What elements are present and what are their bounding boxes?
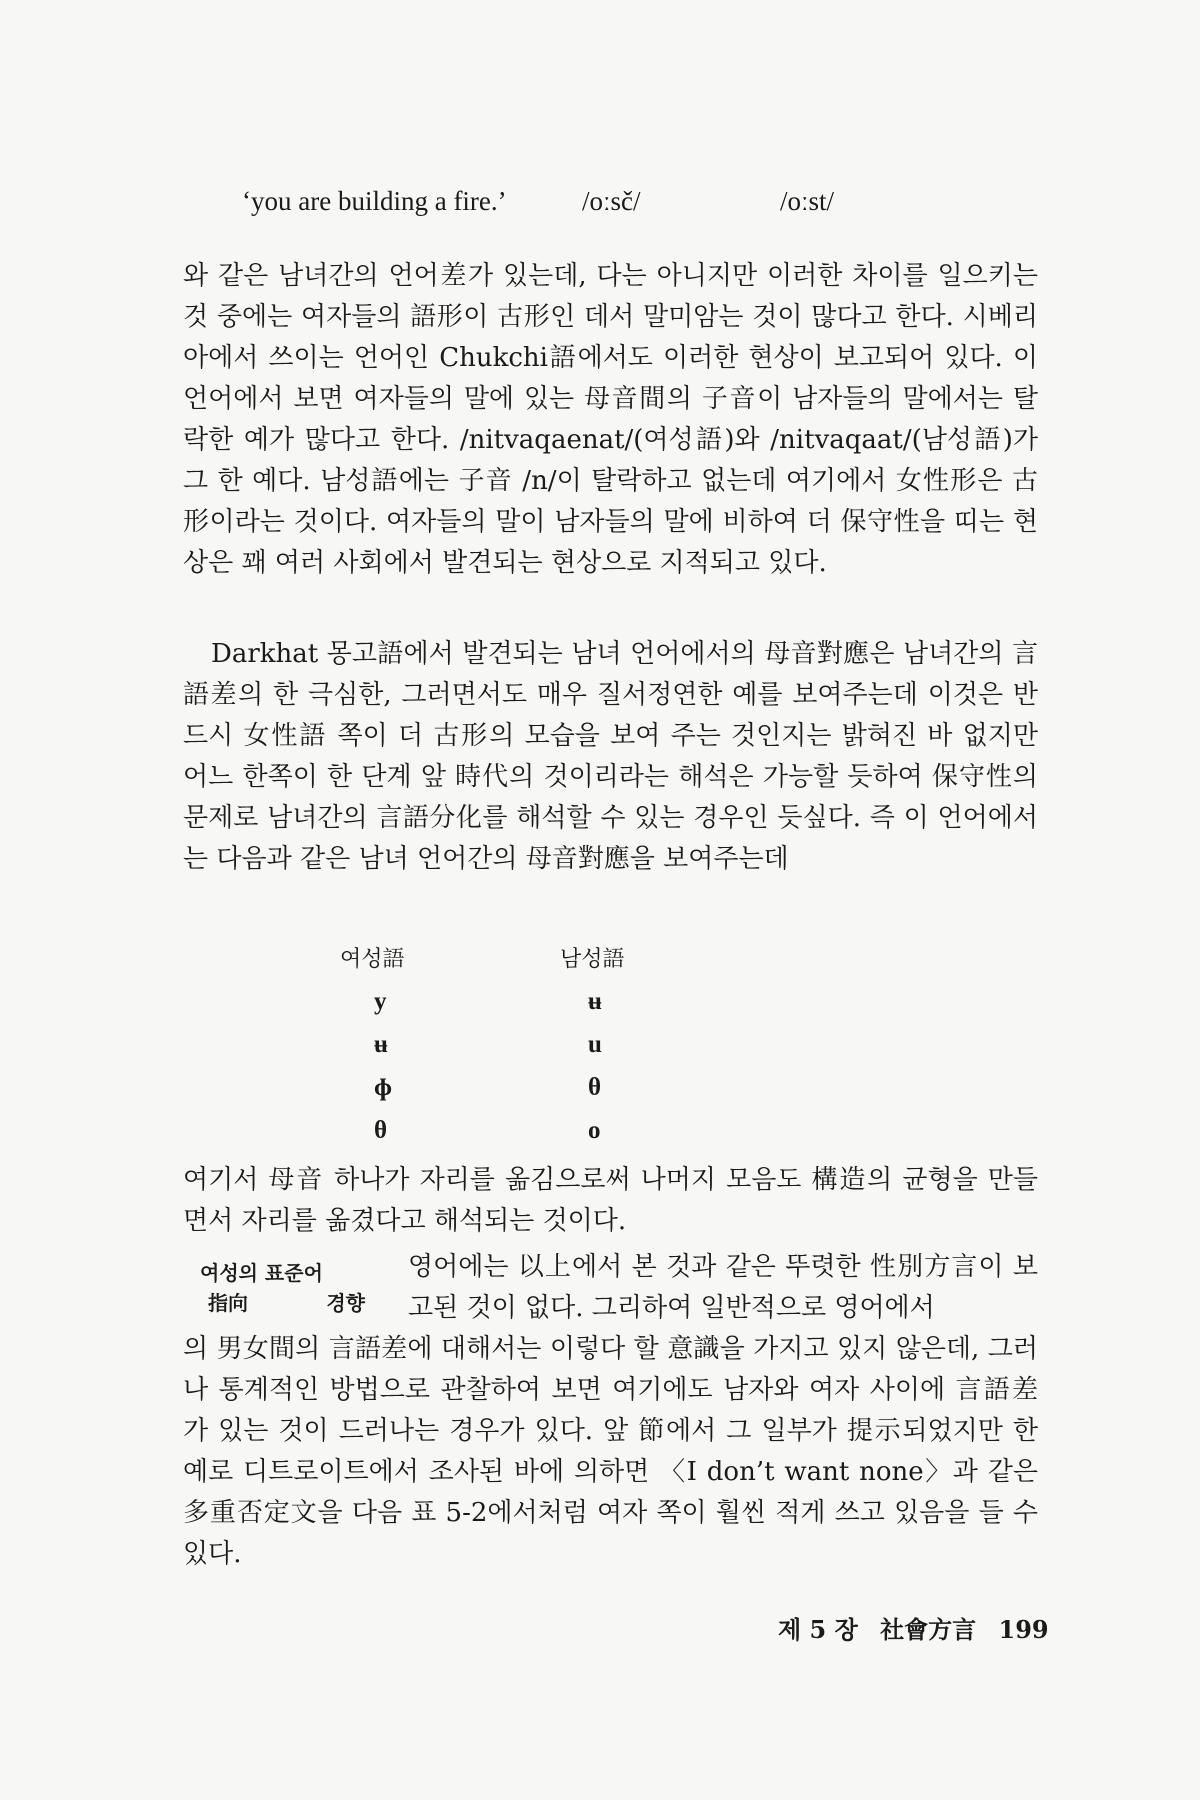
table-header-female: 여성語 <box>340 947 405 972</box>
table-cell-male: ʉ <box>588 988 602 1015</box>
table-row <box>340 1074 670 1114</box>
table-row <box>340 1031 670 1071</box>
example-gloss: ‘you are building a fire.’ <box>242 186 507 216</box>
table-cell-male: o <box>588 1117 601 1144</box>
paragraph-3: 여기서 母音 하나가 자리를 옮김으로써 나머지 모음도 構造의 균형을 만들면서 자리를 옮겼다고 해석되는 것이다. <box>183 1165 1038 1236</box>
side-heading-line1: 여성의 표준어 <box>200 1261 323 1285</box>
side-heading-line2-left: 指向 <box>208 1291 248 1315</box>
table-cell-male: u <box>588 1031 602 1058</box>
table-header-male: 남성語 <box>560 947 625 972</box>
table-row <box>340 1117 670 1157</box>
table-cell-male: θ <box>588 1074 602 1101</box>
page-number: 199 <box>998 1615 1049 1644</box>
table-cell-female: ʉ <box>374 1031 388 1058</box>
side-heading-line2 <box>200 1288 365 1318</box>
table-cell-female: ɸ <box>374 1074 393 1101</box>
paragraph-4-first: 영어에는 以上에서 본 것과 같은 뚜렷한 性別方言이 보고된 것이 없다. 그리하여 일반적으로 영어에서 <box>408 1252 1038 1323</box>
table-row <box>340 988 670 1028</box>
example-line <box>242 186 1002 226</box>
table-cell-female: θ <box>374 1117 388 1144</box>
table-cell-female: y <box>374 988 387 1015</box>
side-heading <box>200 1258 380 1318</box>
footer-chapter: 제 5 장 <box>778 1615 858 1644</box>
female-form: /oːsč/ <box>582 186 641 216</box>
male-form: /oːst/ <box>780 186 835 216</box>
paragraph-2: Darkhat 몽고語에서 발견되는 남녀 언어에서의 母音對應은 남녀간의 言語差의 한 극심한, 그러면서도 매우 질서정연한 예를 보여주는데 이것은 반드시 女性語 쪽이 더 古形의 모습을 보여 주는 것인지는 밝혀진 바 없지만 어느 한쪽이 한 단계 앞 時代의 것이리라는 해석은 가능할 듯하여 保守性의 문제로 남녀간의 言語分化를 해석할 수 있는 경우인 듯싶다. 즉 이 언어에서는 다음과 같은 남녀 언어간의 母音對應을 보여주는데 <box>183 639 1038 874</box>
side-heading-line2-right: 경향 <box>326 1291 365 1315</box>
running-footer <box>778 1610 1049 1645</box>
paragraph-4-rest: 의 男女間의 言語差에 대해서는 이렇다 할 意識을 가지고 있지 않은데, 그러나 통계적인 방법으로 관찰하여 보면 여기에도 남자와 여자 사이에 言語差가 있는 것이 드러나는 경우가 있다. 앞 節에서 그 일부가 提示되었지만 한 예로 디트로이트에서 조사된 바에 의하면 〈I don’t want none〉과 같은 多重否定文을 다음 표 5-2에서처럼 여자 쪽이 훨씬 적게 쓰고 있음을 들 수 있다. <box>183 1334 1038 1569</box>
footer-chapter-title: 社會方言 <box>880 1615 977 1644</box>
paragraph-1: 와 같은 남녀간의 언어差가 있는데, 다는 아니지만 이러한 차이를 일으키는 것 중에는 여자들의 語形이 古形인 데서 말미암는 것이 많다고 한다. 시베리아에서 쓰이는 언어인 Chukchi語에서도 이러한 현상이 보고되어 있다. 이 언어에서 보면 여자들의 말에 있는 母音間의 子音이 남자들의 말에서는 탈락한 예가 많다고 한다. /nitvaqaenat/(여성語)와 /nitvaqaat/(남성語)가 그 한 예다. 남성語에는 子音 /n/이 탈락하고 없는데 여기에서 女性形은 古形이라는 것이다. 여자들의 말이 남자들의 말에 비하여 더 保守性을 띠는 현상은 꽤 여러 사회에서 발견되는 현상으로 지적되고 있다. <box>183 261 1038 578</box>
